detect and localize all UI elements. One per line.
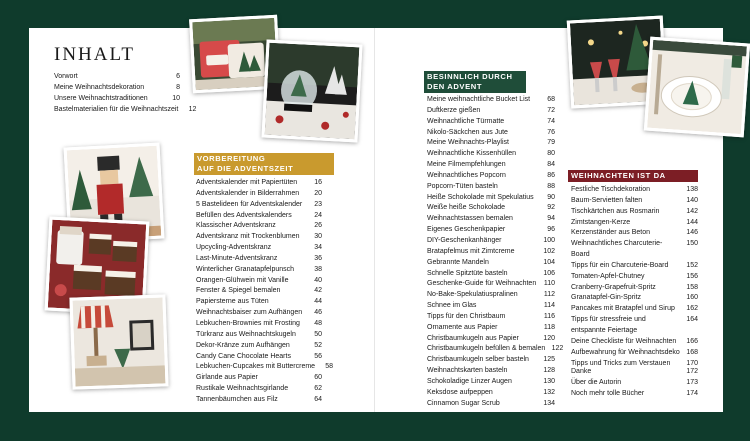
toc-entry-label: Tomaten-Apfel-Chutney [571, 272, 645, 280]
toc-entry [571, 348, 698, 359]
toc-entry-label: Tipps für ein Charcuterie-Board [571, 261, 669, 269]
toc-entry-label: Festliche Tischdekoration [571, 186, 650, 193]
toc-entry [427, 366, 555, 377]
toc-entry-page: 102 [543, 247, 555, 255]
toc-entry [196, 276, 322, 287]
toc-entry [196, 341, 322, 352]
toc-entry-page: 36 [314, 254, 322, 262]
photo-lamp-decor [69, 294, 168, 389]
toc-entry [427, 388, 555, 399]
toc-entry-page: 64 [314, 395, 322, 403]
toc-entry-page: 96 [547, 226, 555, 234]
toc-entry-page: 60 [314, 374, 322, 382]
toc-entry-page: 168 [686, 348, 698, 356]
toc-entry-label: Schnee im Glas [427, 302, 477, 310]
toc-entry [427, 355, 555, 366]
toc-entry-label: Weihnachtskarten basteln [427, 367, 508, 375]
toc-entry-page: 62 [314, 385, 322, 393]
toc-entry-label: Bratapfelmus mit Zimtcreme [427, 247, 515, 255]
toc-entry [427, 258, 555, 269]
toc-entry-page: 94 [547, 215, 555, 223]
toc-entry-page: 88 [547, 182, 555, 190]
toc-entry [196, 297, 322, 308]
toc-entry-label: Christbaumkugeln selber basteln [427, 356, 529, 364]
toc-entry [427, 95, 555, 106]
toc-entry-label: Last-Minute-Adventskranz [196, 254, 278, 262]
toc-entry-page: 12 [188, 105, 197, 113]
toc-entry-page: 146 [686, 229, 698, 237]
toc-entry [427, 106, 555, 117]
toc-entry [427, 225, 555, 236]
toc-entry-label: Tipps für den Christbaum [427, 312, 506, 320]
toc-entry [427, 203, 555, 214]
toc-entry-label: Adventskalender mit Papiertüten [196, 179, 298, 186]
toc-entry-label: Christbaumkugeln aus Papier [427, 334, 519, 342]
section-heading-weihnachten [568, 170, 698, 182]
toc-entry-label: Granatapfel-Gin-Spritz [571, 294, 642, 302]
toc-entry-label: Tipps und Tricks zum Verstauen [571, 359, 671, 367]
toc-intro-list [54, 72, 197, 115]
toc-entry-label: Kerzenständer aus Beton [571, 229, 650, 237]
heading-line: DEN ADVENT [427, 82, 483, 91]
book-spine [374, 28, 375, 412]
toc-entry-page: 23 [314, 200, 322, 208]
toc-entry-label: Schnelle Spitztüte basteln [427, 269, 508, 277]
toc-entry-label: Danke [571, 368, 592, 375]
toc-entry-label: Cinnamon Sugar Scrub [427, 399, 500, 407]
toc-entry-label: Pancakes mit Bratapfel und Sirup [571, 305, 675, 313]
toc-entry-page: 80 [547, 150, 555, 158]
toc-entry [427, 193, 555, 204]
photo-snowglobe [262, 40, 363, 143]
toc-entry-label: Ornamente aus Papier [427, 323, 498, 331]
toc-entry [196, 352, 322, 363]
toc-entry-label: Weihnachtsbaiser zum Aufhängen [196, 309, 303, 317]
toc-entry [54, 72, 180, 83]
toc-entry-page: 112 [543, 291, 555, 299]
toc-entry-page: 46 [314, 309, 322, 317]
toc-entry-page: 118 [543, 323, 555, 331]
toc-entry-page: 50 [314, 330, 322, 338]
toc-entry [196, 362, 334, 373]
toc-entry-page: 58 [325, 363, 334, 371]
toc-entry-label: Befüllen des Adventskalenders [196, 211, 292, 219]
toc-vorbereitung-list [196, 178, 334, 406]
toc-entry [571, 378, 698, 389]
toc-entry [571, 367, 698, 378]
toc-entry-page: 86 [547, 171, 555, 179]
toc-entry [427, 301, 555, 312]
toc-entry-page: 128 [543, 367, 555, 375]
toc-entry [427, 160, 555, 171]
toc-entry [196, 265, 322, 276]
toc-entry-page: 44 [314, 298, 322, 306]
toc-entry-page: 100 [543, 236, 555, 244]
toc-entry [571, 185, 698, 196]
toc-entry-page: 10 [172, 94, 180, 102]
heading-line: BESINNLICH DURCH [427, 72, 513, 81]
toc-end-list [571, 367, 698, 400]
section-heading-besinnlich [424, 71, 526, 93]
toc-entry [571, 218, 698, 229]
toc-entry-label: Weihnachtliches Charcuterie-Board [571, 240, 663, 259]
heading-line: WEIHNACHTEN IST DA [571, 171, 666, 180]
toc-entry-page: 142 [686, 207, 698, 215]
toc-entry-label: Meine Weihnachtsdekoration [54, 83, 145, 91]
toc-entry [196, 232, 322, 243]
toc-entry-page: 174 [686, 389, 698, 397]
toc-entry-page: 56 [314, 352, 322, 360]
toc-entry-page: 8 [176, 83, 180, 91]
toc-entry-label: Weihnachtliche Türmatte [427, 117, 505, 125]
toc-entry [571, 228, 698, 239]
toc-entry-page: 76 [547, 128, 555, 136]
toc-entry [427, 149, 555, 160]
toc-entry [427, 279, 555, 290]
toc-entry-label: Adventskranz mit Trockenblumen [196, 233, 300, 241]
toc-entry [54, 94, 180, 105]
toc-entry [427, 214, 555, 225]
toc-entry [571, 239, 698, 261]
toc-entry-label: Meine Filmempfehlungen [427, 161, 506, 169]
toc-besinnlich-list [427, 95, 564, 409]
toc-entry-page: 40 [314, 276, 322, 284]
toc-entry-page: 92 [547, 204, 555, 212]
toc-entry-page: 166 [686, 337, 698, 345]
toc-entry [571, 283, 698, 294]
toc-entry-label: Deine Checkliste für Weihnachten [571, 337, 677, 345]
heading-line: AUF DIE ADVENTSZEIT [197, 164, 294, 173]
toc-entry-page: 52 [314, 341, 322, 349]
toc-entry-page: 84 [547, 161, 555, 169]
toc-entry-page: 20 [314, 189, 322, 197]
toc-entry [427, 247, 555, 258]
toc-entry-page: 170 [686, 359, 698, 367]
toc-entry-page: 34 [314, 244, 322, 252]
toc-entry [196, 243, 322, 254]
toc-entry-label: Weihnachtstassen bemalen [427, 215, 513, 223]
toc-entry-page: 120 [543, 334, 555, 342]
toc-entry-label: Adventskalender in Bilderrahmen [196, 189, 300, 197]
toc-entry-label: Christbaumkugeln befüllen & bemalen [427, 345, 546, 353]
toc-entry-page: 90 [547, 193, 555, 201]
toc-entry-label: Noch mehr tolle Bücher [571, 389, 645, 397]
toc-entry-label: Orangen-Glühwein mit Vanille [196, 276, 289, 284]
toc-entry [571, 196, 698, 207]
toc-entry-page: 68 [547, 96, 555, 103]
toc-entry-label: Eigenes Geschenkpapier [427, 226, 506, 234]
toc-entry-label: Aufbewahrung für Weihnachtsdeko [571, 348, 680, 356]
toc-entry [571, 389, 698, 400]
toc-entry [196, 384, 322, 395]
toc-entry-page: 6 [176, 73, 180, 80]
toc-entry-label: Lebkuchen-Brownies mit Frosting [196, 319, 300, 327]
toc-entry [427, 128, 555, 139]
toc-entry-label: Weihnachtliches Popcorn [427, 171, 506, 179]
toc-entry-label: Unsere Weihnachtstraditionen [54, 94, 148, 102]
toc-entry-label: Klassischer Adventskranz [196, 222, 276, 230]
toc-entry-page: 79 [547, 139, 555, 147]
toc-entry [54, 105, 197, 116]
toc-entry-label: No-Bake-Spekulatiuspralinen [427, 291, 518, 299]
toc-entry-page: 164 [686, 316, 698, 324]
toc-entry-page: 138 [686, 186, 698, 193]
toc-entry-label: Papiersterne aus Tüten [196, 298, 269, 306]
toc-entry [427, 323, 555, 334]
toc-entry-page: 130 [543, 377, 555, 385]
toc-entry-page: 74 [547, 117, 555, 125]
toc-entry [427, 269, 555, 280]
toc-entry [427, 399, 555, 410]
toc-entry-page: 150 [686, 240, 698, 248]
toc-entry-page: 42 [314, 287, 322, 295]
toc-entry-label: Keksdose aufpeppen [427, 388, 493, 396]
heading-line: VORBEREITUNG [197, 154, 266, 163]
toc-entry-page: 156 [686, 272, 698, 280]
toc-entry [196, 330, 322, 341]
toc-entry-page: 116 [543, 312, 555, 320]
toc-entry [427, 182, 555, 193]
toc-entry-label: Schokoladige Linzer Augen [427, 377, 512, 385]
toc-entry-page: 162 [686, 305, 698, 313]
toc-entry-page: 125 [543, 356, 555, 364]
toc-entry-page: 144 [686, 218, 698, 226]
toc-entry-label: Weiße heiße Schokolade [427, 204, 506, 212]
toc-entry [54, 83, 180, 94]
toc-entry-page: 16 [314, 179, 322, 186]
toc-entry [427, 236, 555, 247]
toc-entry [196, 308, 322, 319]
toc-entry [196, 200, 322, 211]
toc-entry-page: 110 [543, 280, 555, 288]
toc-entry-label: Weihnachtliche Kissenhüllen [427, 150, 516, 158]
toc-entry-page: 106 [543, 269, 555, 277]
toc-entry [571, 304, 698, 315]
photo-table-setting [644, 37, 750, 138]
toc-entry [196, 319, 322, 330]
toc-entry-label: Heiße Schokolade mit Spekulatius [427, 193, 534, 201]
toc-entry [427, 312, 555, 323]
toc-entry [196, 373, 322, 384]
toc-entry [427, 377, 555, 388]
toc-entry-page: 38 [314, 265, 322, 273]
toc-entry [571, 315, 698, 337]
page-title: INHALT [54, 44, 135, 65]
toc-entry [196, 189, 322, 200]
toc-entry-label: Fenster & Spiegel bemalen [196, 287, 281, 295]
section-heading-vorbereitung [194, 153, 334, 175]
toc-entry-label: Gebrannte Mandeln [427, 258, 489, 266]
toc-entry [571, 207, 698, 218]
toc-entry-label: Meine Weihnachts-Playlist [427, 139, 509, 147]
toc-entry-page: 122 [551, 345, 564, 353]
toc-entry-page: 26 [314, 222, 322, 230]
toc-entry [427, 117, 555, 128]
toc-entry-page: 30 [314, 233, 322, 241]
toc-entry-label: Meine weihnachtliche Bucket List [427, 96, 531, 103]
toc-entry [196, 395, 322, 406]
toc-entry-label: 5 Bastelideen für Adventskalender [196, 200, 303, 208]
toc-entry [196, 211, 322, 222]
toc-entry-page: 173 [686, 378, 698, 386]
toc-entry [427, 171, 555, 182]
toc-entry [196, 178, 322, 189]
toc-entry [427, 344, 564, 355]
toc-entry-label: Nikolo-Säckchen aus Jute [427, 128, 508, 136]
toc-entry [427, 138, 555, 149]
toc-entry-page: 158 [686, 283, 698, 291]
toc-entry-label: Girlande aus Papier [196, 374, 258, 382]
toc-entry-label: Cranberry-Grapefruit-Spritz [571, 283, 656, 291]
toc-entry-page: 72 [547, 106, 555, 114]
toc-entry-page: 140 [686, 196, 698, 204]
toc-entry-page: 160 [686, 294, 698, 302]
toc-entry [571, 337, 698, 348]
toc-entry-label: Rustikale Weihnachtsgirlande [196, 385, 289, 393]
toc-entry-label: Dekor-Kränze zum Aufhängen [196, 341, 290, 349]
toc-entry-page: 48 [314, 319, 322, 327]
toc-entry-label: Winterlicher Granatapfelpunsch [196, 265, 295, 273]
toc-entry-label: Vorwort [54, 73, 78, 80]
toc-entry [427, 334, 555, 345]
toc-entry-label: Lebkuchen-Cupcakes mit Buttercreme [196, 363, 316, 371]
toc-entry-label: Tischkärtchen aus Rosmarin [571, 207, 660, 215]
toc-entry [196, 286, 322, 297]
toc-entry [196, 221, 322, 232]
toc-entry-label: Duftkerze gießen [427, 106, 481, 114]
toc-entry-label: Über die Autorin [571, 378, 622, 386]
toc-entry [571, 293, 698, 304]
toc-entry-label: Popcorn-Tüten basteln [427, 182, 498, 190]
toc-entry-label: Tipps für stressfreie und entspannte Feiertage [571, 316, 646, 334]
toc-entry [196, 254, 322, 265]
toc-entry [427, 290, 555, 301]
toc-entry [571, 272, 698, 283]
toc-entry-label: Baum-Servietten falten [571, 196, 643, 204]
toc-entry-label: Candy Cane Chocolate Hearts [196, 352, 291, 360]
toc-entry-label: Bastelmaterialien für die Weihnachtszeit [54, 105, 179, 113]
toc-entry-label: Türkranz aus Weihnachtskugeln [196, 330, 296, 338]
toc-entry-page: 172 [686, 368, 698, 375]
toc-entry-page: 114 [543, 302, 555, 310]
toc-entry-page: 134 [543, 399, 555, 407]
toc-entry-label: Tannenbäumchen aus Filz [196, 395, 278, 403]
toc-weihnachten-list [571, 185, 698, 369]
toc-entry-page: 104 [543, 258, 555, 266]
toc-entry-page: 24 [314, 211, 322, 219]
toc-entry [571, 261, 698, 272]
toc-entry-label: Upcycling-Adventskranz [196, 244, 272, 252]
toc-entry-label: DIY-Geschenkanhänger [427, 236, 502, 244]
toc-entry-label: Zimtstangen-Kerze [571, 218, 631, 226]
toc-entry-label: Geschenke-Guide für Weihnachten [427, 280, 537, 288]
toc-entry-page: 152 [686, 261, 698, 269]
toc-entry-page: 132 [543, 388, 555, 396]
